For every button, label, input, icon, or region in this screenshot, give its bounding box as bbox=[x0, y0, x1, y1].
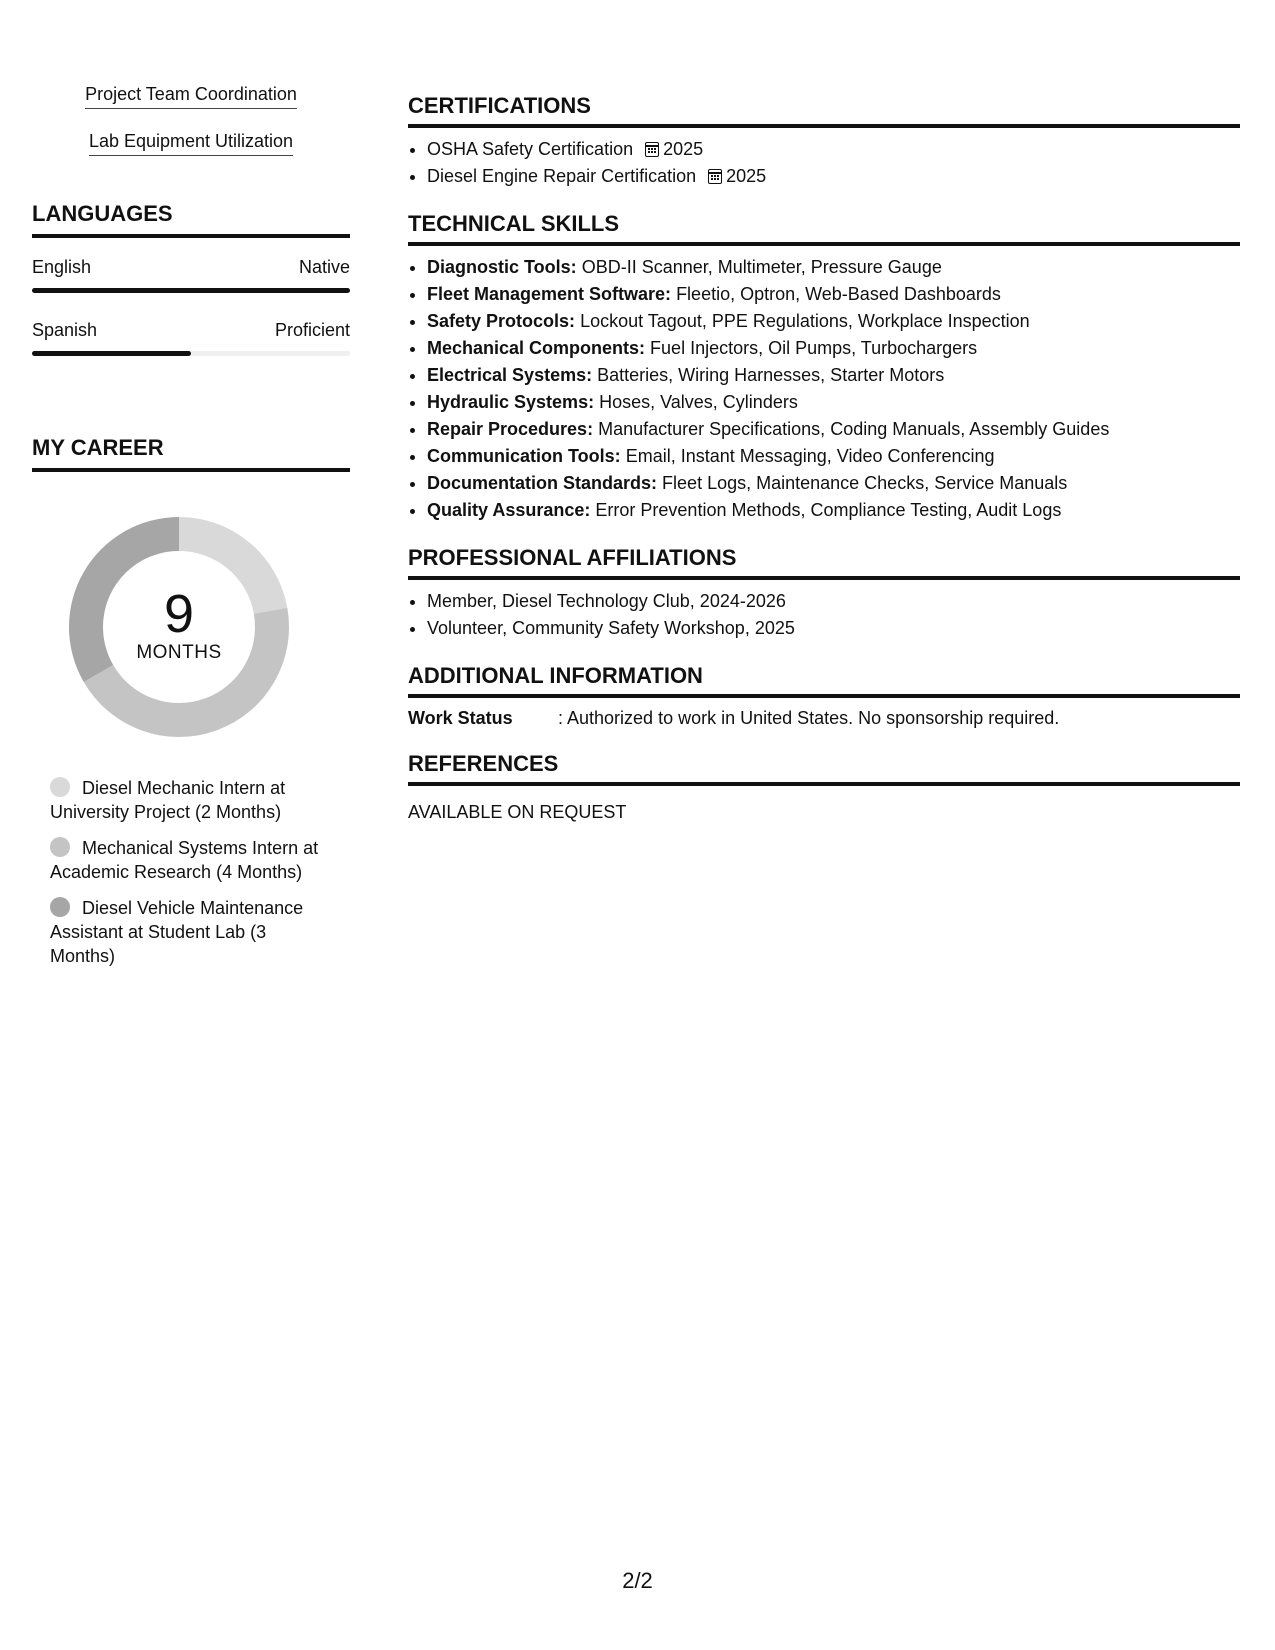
technical-skill-label: Mechanical Components: bbox=[427, 338, 646, 358]
career-legend bbox=[50, 776, 325, 968]
affiliation-item: • Volunteer, Community Safety Workshop, 2025 bbox=[427, 615, 1240, 642]
certification-year: 2025 bbox=[663, 139, 704, 159]
certification-item bbox=[427, 163, 1240, 190]
technical-skill-item bbox=[427, 335, 1240, 362]
affiliations-heading: PROFESSIONAL AFFILIATIONS bbox=[408, 544, 1240, 580]
certification-name: OSHA Safety Certification bbox=[427, 139, 634, 159]
languages-section bbox=[32, 200, 350, 356]
technical-skill-label: Documentation Standards: bbox=[427, 473, 658, 493]
technical-skill-item bbox=[427, 497, 1240, 524]
technical-skill-value: Manufacturer Specifications, Coding Manuals, Assembly Guides bbox=[598, 419, 1110, 439]
technical-skill-label: Diagnostic Tools: bbox=[427, 257, 577, 277]
career-legend-item bbox=[50, 896, 325, 968]
work-status-label: Work Status bbox=[408, 708, 513, 728]
references-section bbox=[408, 750, 1240, 824]
certifications-heading: CERTIFICATIONS bbox=[408, 92, 1240, 128]
technical-skills-heading: TECHNICAL SKILLS bbox=[408, 210, 1240, 246]
language-level: Native bbox=[298, 257, 350, 277]
career-donut-chart bbox=[64, 512, 294, 742]
work-status-value: : Authorized to work in United States. No sponsorship required. bbox=[558, 708, 1060, 728]
page-number: 2/2 bbox=[622, 1568, 653, 1593]
technical-skill-value: Fuel Injectors, Oil Pumps, Turbochargers bbox=[650, 338, 978, 358]
work-status-row bbox=[408, 706, 1240, 730]
language-proficiency-bar bbox=[32, 351, 350, 356]
technical-skill-value: Hoses, Valves, Cylinders bbox=[599, 392, 798, 412]
technical-skills-list bbox=[408, 254, 1240, 524]
technical-skill-item bbox=[427, 389, 1240, 416]
career-heading: MY CAREER bbox=[32, 434, 350, 472]
technical-skill-item bbox=[427, 416, 1240, 443]
affiliations-section bbox=[408, 544, 1240, 642]
references-text: AVAILABLE ON REQUEST bbox=[408, 802, 627, 822]
technical-skill-value: Error Prevention Methods, Compliance Testing, Audit Logs bbox=[595, 500, 1062, 520]
career-legend-label: Diesel Mechanic Intern at University Project (2 Months) bbox=[50, 778, 286, 822]
skill-tag: Project Team Coordination bbox=[85, 78, 297, 109]
technical-skill-value: OBD-II Scanner, Multimeter, Pressure Gauge bbox=[581, 257, 942, 277]
skill-tags bbox=[32, 78, 350, 172]
technical-skill-item bbox=[427, 470, 1240, 497]
technical-skill-label: Hydraulic Systems: bbox=[427, 392, 595, 412]
technical-skill-label: Repair Procedures: bbox=[427, 419, 594, 439]
affiliations-list bbox=[408, 588, 1240, 642]
technical-skill-item bbox=[427, 308, 1240, 335]
certification-item bbox=[427, 136, 1240, 163]
technical-skills-section bbox=[408, 210, 1240, 524]
technical-skill-label: Electrical Systems: bbox=[427, 365, 593, 385]
main-content bbox=[408, 92, 1240, 844]
language-row bbox=[32, 256, 350, 278]
language-item bbox=[32, 256, 350, 293]
technical-skill-label: Safety Protocols: bbox=[427, 311, 576, 331]
technical-skill-item bbox=[427, 281, 1240, 308]
career-legend-item bbox=[50, 836, 325, 884]
affiliation-item: • Member, Diesel Technology Club, 2024-2026 bbox=[427, 588, 1240, 615]
language-name: English bbox=[32, 257, 92, 277]
technical-skill-item bbox=[427, 443, 1240, 470]
additional-info-heading: ADDITIONAL INFORMATION bbox=[408, 662, 1240, 698]
references-heading: REFERENCES bbox=[408, 750, 1240, 786]
language-proficiency-fill bbox=[32, 288, 350, 293]
calendar-icon bbox=[645, 142, 659, 157]
calendar-icon bbox=[708, 169, 722, 184]
languages-heading: LANGUAGES bbox=[32, 200, 350, 238]
additional-info-section bbox=[408, 662, 1240, 730]
technical-skill-item bbox=[427, 254, 1240, 281]
technical-skill-value: Email, Instant Messaging, Video Conferencing bbox=[625, 446, 995, 466]
career-total-value: 9 bbox=[163, 584, 195, 644]
language-proficiency-bar bbox=[32, 288, 350, 293]
legend-dot-icon bbox=[50, 777, 70, 797]
career-total-unit: MONTHS bbox=[136, 642, 222, 663]
skill-tag: Lab Equipment Utilization bbox=[89, 125, 293, 156]
certifications-section bbox=[408, 92, 1240, 190]
technical-skill-value: Lockout Tagout, PPE Regulations, Workplace Inspection bbox=[580, 311, 1030, 331]
technical-skill-label: Communication Tools: bbox=[427, 446, 621, 466]
career-legend-label: Mechanical Systems Intern at Academic Research (4 Months) bbox=[50, 838, 319, 882]
technical-skill-item bbox=[427, 362, 1240, 389]
language-row bbox=[32, 319, 350, 341]
legend-dot-icon bbox=[50, 897, 70, 917]
sidebar bbox=[32, 78, 350, 980]
language-level: Proficient bbox=[274, 320, 350, 340]
career-legend-label: Diesel Vehicle Maintenance Assistant at Student Lab (3 Months) bbox=[50, 898, 304, 966]
language-item bbox=[32, 319, 350, 356]
technical-skill-value: Fleet Logs, Maintenance Checks, Service Manuals bbox=[662, 473, 1068, 493]
language-name: Spanish bbox=[32, 320, 98, 340]
technical-skill-label: Fleet Management Software: bbox=[427, 284, 672, 304]
technical-skill-value: Batteries, Wiring Harnesses, Starter Motors bbox=[597, 365, 945, 385]
certification-year: 2025 bbox=[726, 166, 767, 186]
career-section bbox=[32, 434, 350, 968]
certifications-list bbox=[408, 136, 1240, 190]
technical-skill-label: Quality Assurance: bbox=[427, 500, 591, 520]
technical-skill-value: Fleetio, Optron, Web-Based Dashboards bbox=[676, 284, 1001, 304]
career-legend-item bbox=[50, 776, 325, 824]
language-proficiency-fill bbox=[32, 351, 191, 356]
legend-dot-icon bbox=[50, 837, 70, 857]
certification-name: Diesel Engine Repair Certification bbox=[427, 166, 697, 186]
